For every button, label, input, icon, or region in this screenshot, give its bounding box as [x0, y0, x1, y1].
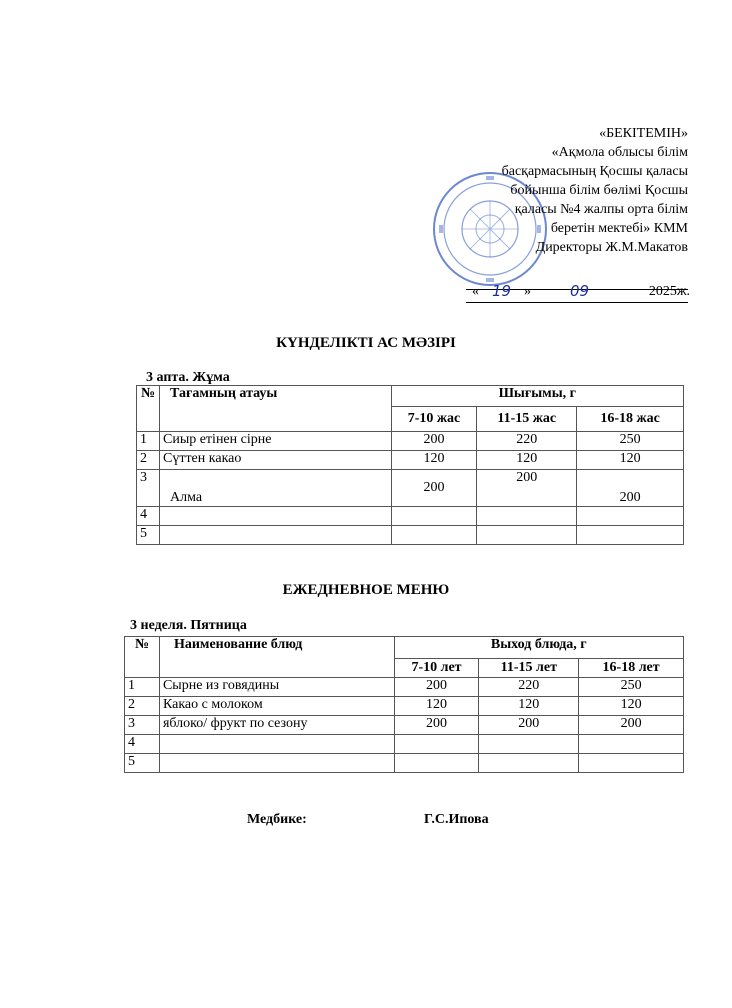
col-header-age1: 7-10 лет	[394, 658, 479, 677]
yield-age1	[394, 735, 479, 754]
table-row	[137, 507, 684, 526]
col-header-age1: 7-10 жас	[391, 407, 477, 432]
date-day: 19	[492, 282, 512, 300]
table-row	[125, 754, 684, 773]
yield-age3: 120	[577, 451, 684, 470]
row-no: 2	[125, 697, 160, 716]
yield-age3	[577, 526, 684, 545]
yield-age1	[391, 507, 477, 526]
col-header-name: Тағамның атауы	[159, 386, 391, 432]
yield-age1: 200	[391, 432, 477, 451]
date-quote-close: »	[524, 284, 531, 299]
approval-line: қаласы №4 жалпы орта білім	[514, 202, 688, 217]
row-no: 3	[125, 716, 160, 735]
nurse-role-label: Медбике:	[247, 812, 307, 827]
yield-age1: 200	[391, 470, 477, 507]
yield-age2	[479, 735, 579, 754]
yield-age1: 200	[394, 716, 479, 735]
dish-name	[159, 735, 394, 754]
yield-age3	[577, 507, 684, 526]
table-header-row	[137, 386, 684, 407]
yield-age3: 200	[577, 470, 684, 507]
table-row	[125, 735, 684, 754]
col-header-no: №	[137, 386, 160, 432]
dish-name	[159, 754, 394, 773]
dish-name: яблоко/ фрукт по сезону	[159, 716, 394, 735]
approval-line: «Ақмола облысы білім	[551, 145, 688, 160]
approval-line: басқармасының Қосшы қаласы	[501, 164, 688, 179]
yield-age3: 250	[579, 678, 684, 697]
yield-age3	[579, 735, 684, 754]
ru-menu-title: ЕЖЕДНЕВНОЕ МЕНЮ	[282, 582, 450, 598]
table-row	[137, 451, 684, 470]
col-header-age2: 11-15 жас	[477, 407, 577, 432]
table-row	[137, 526, 684, 545]
col-header-name: Наименование блюд	[159, 637, 394, 678]
row-no: 5	[137, 526, 160, 545]
table-row	[125, 716, 684, 735]
director-signature-line: Директоры Ж.М.Макатов	[535, 240, 688, 255]
dish-name: Алма	[159, 470, 391, 507]
yield-age2	[477, 526, 577, 545]
date-year: 2025ж.	[648, 284, 690, 299]
yield-age3	[579, 754, 684, 773]
table-row	[137, 432, 684, 451]
kz-menu-title: КҮНДЕЛІКТІ АС МӘЗІРІ	[276, 335, 456, 351]
col-header-yield: Выход блюда, г	[394, 637, 683, 659]
kz-menu-subtitle: 3 апта. Жұма	[146, 370, 230, 385]
yield-age2: 120	[477, 451, 577, 470]
yield-age2: 220	[477, 432, 577, 451]
yield-age1: 120	[391, 451, 477, 470]
row-no: 4	[125, 735, 160, 754]
yield-age3: 200	[579, 716, 684, 735]
ru-menu-table	[124, 636, 684, 773]
col-header-age3: 16-18 лет	[579, 658, 684, 677]
yield-age2: 220	[479, 678, 579, 697]
approval-date	[466, 272, 688, 300]
yield-age1: 200	[394, 678, 479, 697]
yield-age1	[394, 754, 479, 773]
row-no: 2	[137, 451, 160, 470]
table-row	[125, 678, 684, 697]
row-no: 5	[125, 754, 160, 773]
row-no: 1	[125, 678, 160, 697]
nurse-name: Г.С.Ипова	[424, 812, 489, 827]
approval-line: беретін мектебі» КММ	[550, 221, 688, 236]
yield-age1	[391, 526, 477, 545]
dish-name: Какао с молоком	[159, 697, 394, 716]
yield-age2: 120	[479, 697, 579, 716]
dish-name: Сүттен какао	[159, 451, 391, 470]
date-month: 09	[570, 282, 590, 300]
dish-name: Сиыр етінен сірне	[159, 432, 391, 451]
col-header-no: №	[125, 637, 160, 678]
date-row	[466, 282, 690, 303]
approval-line: бойынша білім бөлімі Қосшы	[510, 183, 688, 198]
col-header-age3: 16-18 жас	[577, 407, 684, 432]
yield-age2: 200	[477, 470, 577, 507]
table-header-row	[125, 637, 684, 659]
date-quote-open: «	[472, 284, 479, 299]
dish-name	[159, 526, 391, 545]
row-no: 4	[137, 507, 160, 526]
row-no: 3	[137, 470, 160, 507]
dish-name: Сырне из говядины	[159, 678, 394, 697]
yield-age3: 120	[579, 697, 684, 716]
row-no: 1	[137, 432, 160, 451]
table-row	[137, 470, 684, 507]
table-row	[125, 697, 684, 716]
col-header-yield: Шығымы, г	[391, 386, 683, 407]
yield-age2	[477, 507, 577, 526]
yield-age3: 250	[577, 432, 684, 451]
approval-block	[448, 124, 688, 257]
yield-age2	[479, 754, 579, 773]
ru-menu-subtitle: 3 неделя. Пятница	[130, 618, 247, 633]
dish-name	[159, 507, 391, 526]
kz-menu-table	[136, 385, 684, 545]
yield-age1: 120	[394, 697, 479, 716]
yield-age2: 200	[479, 716, 579, 735]
col-header-age2: 11-15 лет	[479, 658, 579, 677]
approval-line: «БЕКІТЕМІН»	[599, 126, 688, 141]
